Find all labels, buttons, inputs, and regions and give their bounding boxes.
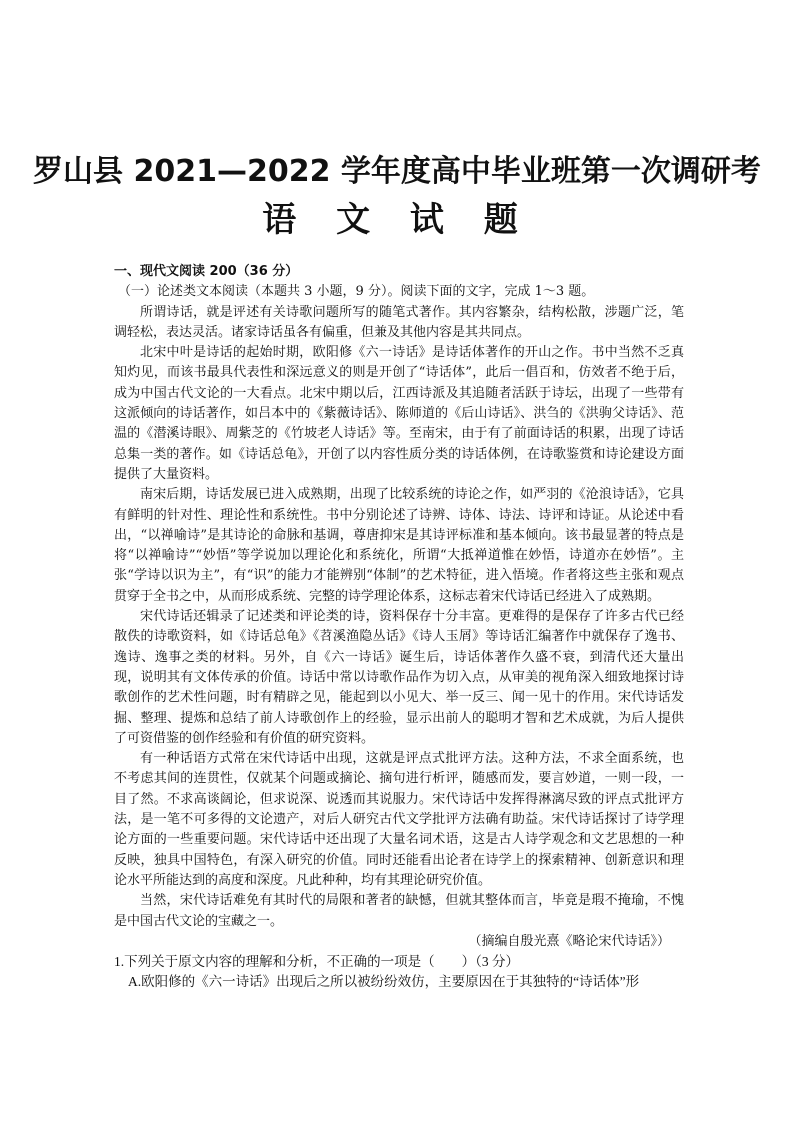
section-subheading: （一）论述类文本阅读（本题共 3 小题，9 分）。阅读下面的文字，完成 1～3 题。 — [118, 284, 595, 300]
section-heading: 一、现代文阅读 200（36 分） — [114, 264, 299, 279]
exam-subtitle: 语 文 试 题 — [262, 200, 532, 240]
passage-source: （摘编自殷光熹《略论宋代诗话》） — [468, 933, 670, 949]
passage-paragraph: 北宋中叶是诗话的起始时期，欧阳修《六一诗话》是诗话体著作的开山之作。书中当然不乏真知灼见，而该书最具代表性和深远意义的则是开创了“诗话体”，此后一倡百和，仿效者不绝于后，成为中国古代文论的一大看点。北宋中期以后，江西诗派及其追随者活跃于诗坛，出现了一些带有这派倾向的诗话著作，如吕本中的《紫薇诗话》、陈师道的《后山诗话》、洪刍的《洪驹父诗话》、范温的《潜溪诗眼》、周紫芝的《竹坡老人诗话》等。至南宋，由于有了前面诗话的积累，出现了诗话总集一类的著作。如《诗话总龟》，开创了以内容性质分类的诗话体例，在诗歌鉴赏和诗论建设方面提供了大量资料。 — [114, 345, 684, 482]
passage-paragraph: 当然，宋代诗话难免有其时代的局限和著者的缺憾，但就其整体而言，毕竟是瑕不掩瑜，不愧是中国古代文论的宝藏之一。 — [114, 893, 684, 929]
passage-paragraph: 有一种话语方式常在宋代诗话中出现，这就是评点式批评方法。这种方法，不求全面系统，也不考虑其间的连贯性，仅就某个问题或摘论、摘句进行析评，随感而发，要言妙道，一则一段，一目了然。不求高谈阔论，但求说深、说透而其说服力。宋代诗话中发挥得淋漓尽致的评点式批评方法，是一笔不可多得的文论遗产，对后人研究古代文学批评方法确有助益。宋代诗话探讨了诗学理论方面的一些重要问题。宋代诗话中还出现了大量名词术语，这是古人诗学观念和文艺思想的一种反映，独具中国特色，有深入研究的价值。同时还能看出论者在诗学上的探索精神、创新意识和理论水平所能达到的高度和深度。凡此种种，均有其理论研究价值。 — [114, 751, 684, 888]
question-option-a: A.欧阳修的《六一诗话》出现后之所以被纷纷效仿，主要原因在于其独特的“诗话体”形 — [128, 974, 640, 990]
exam-body — [114, 262, 684, 993]
passage-paragraph: 宋代诗话还辑录了记述类和评论类的诗，资料保存十分丰富。更难得的是保存了许多古代已经散佚的诗歌资料，如《诗话总龟》《苕溪渔隐丛话》《诗人玉屑》等诗话汇编著作中就保存了逸书、逸诗、逸事之类的材料。另外，自《六一诗话》诞生后，诗话体著作久盛不衰，到清代还大量出现，说明其有文体传承的价值。诗话中常以诗歌作品作为切入点，从审美的视角深入细致地探讨诗歌创作的艺术性问题，时有精辟之见，能起到以小见大、举一反三、闻一见十的作用。宋代诗话发掘、整理、提炼和总结了前人诗歌创作上的经验，显示出前人的聪明才智和艺术成就，为后人提供了可资借鉴的创作经验和有价值的研究资料。 — [114, 609, 684, 746]
exam-title: 罗山县 2021—2022 学年度高中毕业班第一次调研考 — [33, 154, 761, 189]
passage-paragraph: 所谓诗话，就是评述有关诗歌问题所写的随笔式著作。其内容繁杂，结构松散，涉题广泛，笔调轻松，表达灵活。诸家诗话虽各有偏重，但兼及其他内容是其共同点。 — [114, 304, 684, 340]
passage-paragraph: 南宋后期，诗话发展已进入成熟期，出现了比较系统的诗论之作，如严羽的《沧浪诗话》，它具有鲜明的针对性、理论性和系统性。书中分别论述了诗辨、诗体、诗法、诗评和诗证。从论述中看出，“以禅喻诗”是其诗论的命脉和基调，尊唐抑宋是其诗评标准和基本倾向。该书最显著的特点是将“以禅喻诗”“妙悟”等学说加以理论化和系统化，所谓“大抵禅道惟在妙悟，诗道亦在妙悟”。主张“学诗以识为主”，有“识”的能力才能辨别“体制”的艺术特征，进入悟境。作者将这些主张和观点贯穿于全书之中，从而形成系统、完整的诗学理论体系，这标志着宋代诗话已经进入了成熟期。 — [114, 487, 684, 604]
question-stem: 1.下列关于原文内容的理解和分析，不正确的一项是（ ）（3 分） — [114, 954, 519, 970]
